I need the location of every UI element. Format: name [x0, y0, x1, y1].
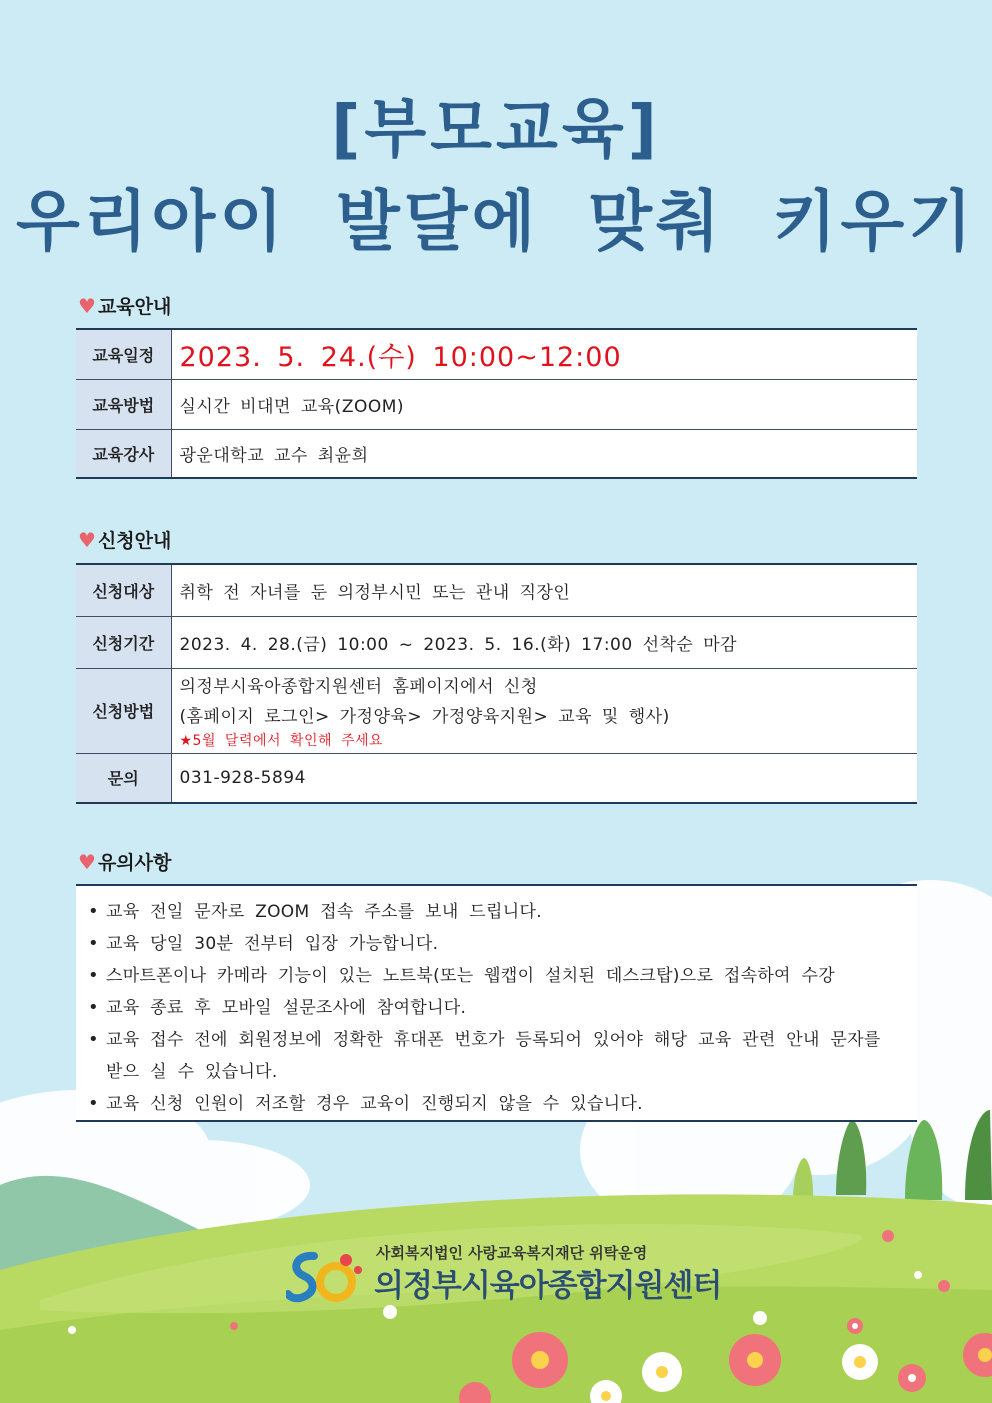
page-title-line1: [부모교육]	[331, 93, 661, 167]
edu-method-label: 교육방법	[76, 379, 171, 429]
table-row	[76, 379, 917, 429]
edu-instructor-value: 광운대학교 교수 최윤희	[179, 445, 369, 466]
apply-method-line2: (홈페이지 로그인> 가정양육> 가정양육지원> 교육 및 행사)	[179, 706, 670, 727]
apply-target-value: 취학 전 자녀를 둔 의정부시민 또는 관내 직장인	[171, 564, 917, 616]
edu-date-value: 2023. 5. 24.(수) 10:00~12:00	[179, 341, 622, 373]
operator-text: 사회복지법인 사랑교육복지재단 위탁운영	[376, 1244, 648, 1262]
table-row	[76, 429, 917, 478]
table-row	[76, 329, 917, 379]
notice-box	[76, 884, 917, 1122]
list-item: • 스마트폰이나 카메라 기능이 있는 노트북(또는 웹캡이 설치된 데스크탑)으로 접속하여 수강	[86, 960, 907, 992]
list-item: • 교육 접수 전에 회원정보에 정확한 휴대폰 번호가 등록되어 있어야 해당 교육 관련 안내 문자를 받으 실 수 있습니다.	[86, 1024, 907, 1088]
center-logo	[286, 1242, 722, 1312]
list-item: • 교육 당일 30분 전부터 입장 가능합니다.	[86, 928, 907, 960]
apply-period-label: 신청기간	[76, 616, 171, 668]
center-name: 의정부시육아종합지원센터	[374, 1268, 722, 1304]
heart-icon: ♥	[78, 294, 96, 318]
edu-date-label: 교육일정	[76, 329, 171, 379]
apply-method-note: ★5월 달력에서 확인해 주세요	[179, 732, 384, 749]
table-row	[76, 668, 917, 753]
center-logo-icon	[286, 1248, 366, 1312]
page-title-line2: 우리아이 발달에 맞춰 키우기	[15, 183, 976, 260]
table-row	[76, 753, 917, 803]
apply-period-value: 2023. 4. 28.(금) 10:00 ~ 2023. 5. 16.(화) 17:00 선착순 마감	[171, 616, 917, 668]
edu-method-value: 실시간 비대면 교육(ZOOM)	[171, 379, 917, 429]
edu-instructor-label: 교육강사	[76, 429, 171, 478]
apply-section-heading	[78, 526, 171, 553]
notice-section-heading	[78, 848, 171, 875]
table-row	[76, 616, 917, 668]
contact-label: 문의	[76, 753, 171, 803]
notice-list	[86, 896, 907, 1120]
apply-section-title: 신청안내	[97, 530, 172, 552]
apply-info-table	[76, 563, 917, 804]
edu-section-heading	[78, 292, 171, 319]
heart-icon: ♥	[78, 850, 96, 874]
heart-icon: ♥	[78, 528, 96, 552]
apply-method-label: 신청방법	[76, 668, 171, 753]
list-item: • 교육 신청 인원이 저조할 경우 교육이 진행되지 않을 수 있습니다.	[86, 1088, 907, 1120]
apply-method-line1: 의정부시육아종합지원센터 홈페이지에서 신청	[179, 676, 538, 697]
notice-section-title: 유의사항	[97, 852, 172, 874]
contact-value: 031-928-5894	[179, 767, 306, 788]
table-row	[76, 564, 917, 616]
edu-section-title: 교육안내	[97, 296, 172, 318]
list-item: • 교육 전일 문자로 ZOOM 접속 주소를 보내 드립니다.	[86, 896, 907, 928]
list-item: • 교육 종료 후 모바일 설문조사에 참여합니다.	[86, 992, 907, 1024]
edu-info-table	[76, 328, 917, 479]
apply-target-label: 신청대상	[76, 564, 171, 616]
